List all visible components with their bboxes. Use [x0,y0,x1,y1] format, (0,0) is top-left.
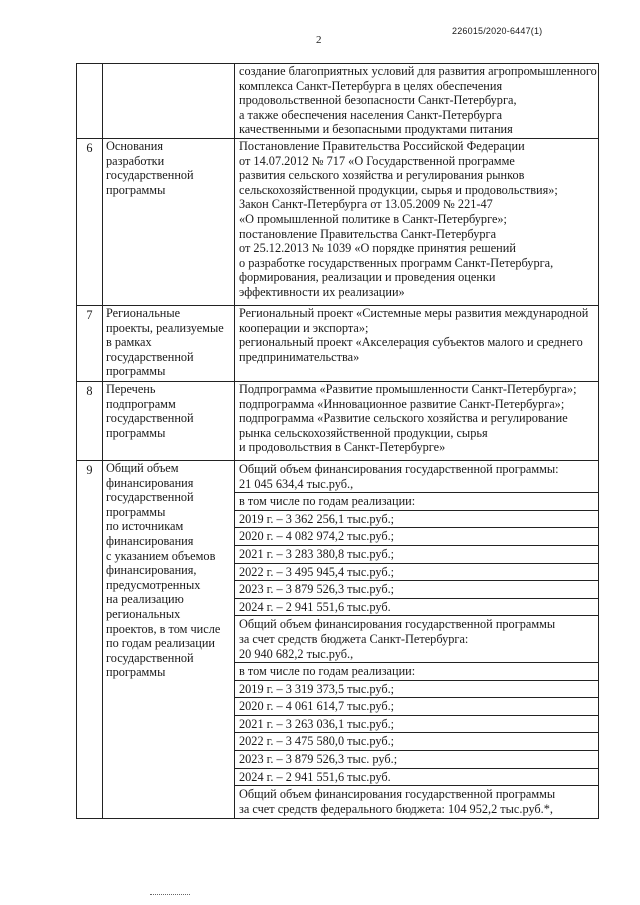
row-number-cell: 9 [77,460,103,818]
program-goals-text: создание благоприятных условий для развития агропромышленного комплекса Санкт-Петербурга в целях обеспечения продовольственной безопасности Санкт-Петербурга, а также обеспечения населения Санкт-Петербурга качественными и безопасными продуктами питания [235,64,599,139]
program-passport-table [76,63,599,819]
row-label-cell: Основания разработки государственной программы [103,138,235,305]
row-number-cell: 7 [77,305,103,381]
subprograms-text: Подпрограмма «Развитие промышленности Санкт-Петербурга»; подпрограмма «Инновационное развитие Санкт-Петербурга»; подпрограмма «Развитие сельского хозяйства и регулирование рынка сельскохозяйственной продукции, сырья и продовольствия в Санкт-Петербурге» [235,381,599,460]
table-row [77,381,599,460]
financing-year-2021: 2021 г. – 3 283 380,8 тыс.руб.; [235,546,599,564]
financing-cell [235,460,599,818]
table-row [77,138,599,305]
development-basis-text: Постановление Правительства Российской Федерации от 14.07.2012 № 717 «О Государственной программе развития сельского хозяйства и регулирования рынков сельскохозяйственной продукции, сырья и продовольствия»; Закон Санкт-Петербурга от 13.05.2009 № 221-47 «О промышленной политике в Санкт-Петербурге»; постановление Правительства Санкт-Петербурга от 25.12.2013 № 1039 «О порядке принятия решений о разработке государственных программ Санкт-Петербурга, формирования, реализации и проведения оценки эффективности их реализации» [235,138,599,305]
document-id: 226015/2020-6447(1) [452,26,543,36]
table-row [77,64,599,139]
financing-year-2019: 2019 г. – 3 362 256,1 тыс.руб.; [235,511,599,529]
financing-total: Общий объем финансирования государственной программы: 21 045 634,4 тыс.руб., [235,461,599,493]
page-number: 2 [316,34,322,46]
city-budget-year-2024: 2024 г. – 2 941 551,6 тыс.руб. [235,769,599,787]
financing-year-2024: 2024 г. – 2 941 551,6 тыс.руб. [235,599,599,617]
city-budget-year-2020: 2020 г. – 4 061 614,7 тыс.руб.; [235,698,599,716]
city-budget-year-2022: 2022 г. – 3 475 580,0 тыс.руб.; [235,733,599,751]
footer-scan-mark [150,894,190,897]
regional-projects-text: Региональный проект «Системные меры развития международной кооперации и экспорта»; региональный проект «Акселерация субъектов малого и среднего предпринимательства» [235,305,599,381]
city-budget-by-year-heading: в том числе по годам реализации: [235,663,599,681]
row-number-cell: 6 [77,138,103,305]
financing-year-2023: 2023 г. – 3 879 526,3 тыс.руб.; [235,581,599,599]
city-budget-year-2021: 2021 г. – 3 263 036,1 тыс.руб.; [235,716,599,734]
city-budget-year-2019: 2019 г. – 3 319 373,5 тыс.руб.; [235,681,599,699]
row-label-cell: Региональные проекты, реализуемые в рамках государственной программы [103,305,235,381]
table-row [77,305,599,381]
financing-year-2020: 2020 г. – 4 082 974,2 тыс.руб.; [235,528,599,546]
city-budget-total: Общий объем финансирования государственной программы за счет средств бюджета Санкт-Петербурга: 20 940 682,2 тыс.руб., [235,616,599,663]
financing-year-2022: 2022 г. – 3 495 945,4 тыс.руб.; [235,564,599,582]
city-budget-year-2023: 2023 г. – 3 879 526,3 тыс. руб.; [235,751,599,769]
row-number-cell: 8 [77,381,103,460]
row-label-cell: Общий объем финансирования государственной программы по источникам финансирования с указанием объемов финансирования, предусмотренных на реализацию региональных проектов, в том числе по годам реализации государственной программы [103,460,235,818]
row-number-cell [77,64,103,139]
federal-budget-total: Общий объем финансирования государственной программы за счет средств федерального бюджета: 104 952,2 тыс.руб.*, [239,787,556,816]
financing-by-year-heading: в том числе по годам реализации: [235,493,599,511]
row-label-cell: Перечень подпрограмм государственной программы [103,381,235,460]
row-label-cell [103,64,235,139]
table-row [77,460,599,818]
